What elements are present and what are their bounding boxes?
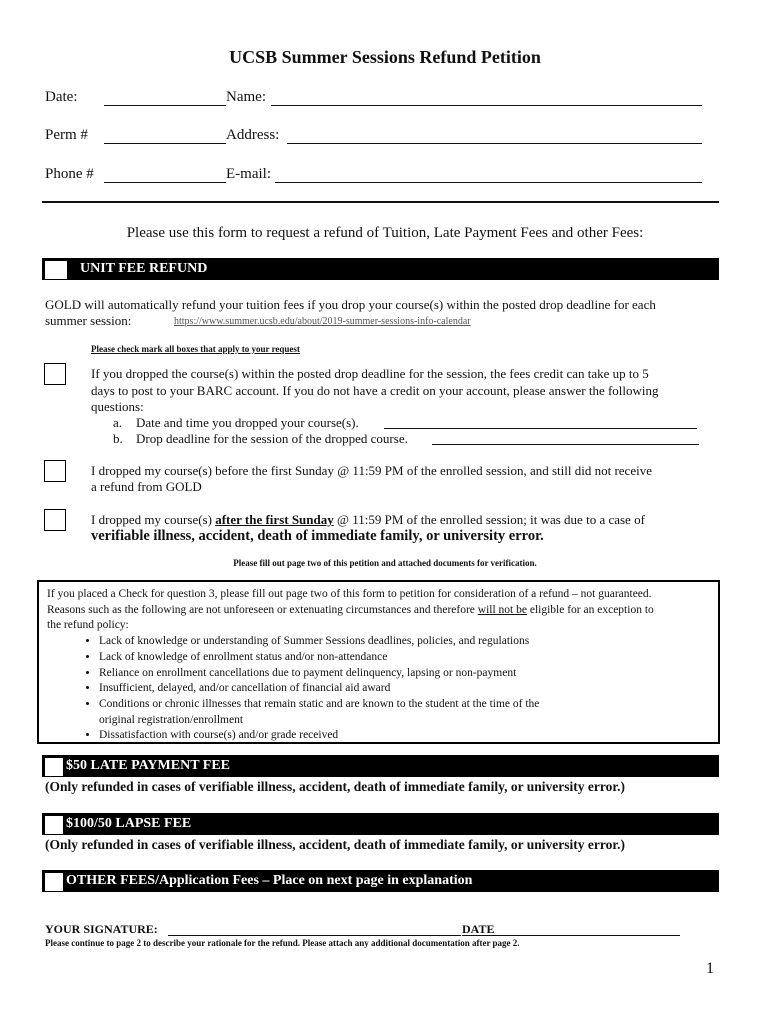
question-b-field[interactable] [432, 444, 699, 445]
other-fees-header-label: OTHER FEES/Application Fees – Place on next page in explanation [66, 873, 473, 888]
unit-fee-header-label: UNIT FEE REFUND [80, 261, 208, 276]
other-fees-header [42, 870, 719, 892]
perm-field[interactable] [104, 143, 226, 144]
signature-note: Please continue to page 2 to describe your rationale for the refund. Please attach any additional documentation after page 2. [45, 938, 520, 948]
question-a-label: a. [113, 415, 123, 430]
refund-policy-notice [37, 580, 720, 744]
question-b-label: b. [113, 431, 123, 446]
signature-date-label: DATE [462, 922, 495, 936]
page-number: 1 [706, 960, 714, 977]
list-item: • Reliance on enrollment cancellations due to payment delinquency, lapsing or non-payment [99, 666, 712, 682]
signature-date-field[interactable] [462, 935, 680, 936]
unit-fee-checkbox[interactable] [44, 260, 68, 280]
phone-field[interactable] [104, 182, 226, 183]
option-3-post: @ 11:59 PM of the enrolled session; it was due to a case of [333, 512, 645, 527]
late-fee-header-label: $50 LATE PAYMENT FEE [66, 758, 231, 773]
unit-fee-header [42, 258, 719, 280]
list-item: • Lack of knowledge or understanding of Summer Sessions deadlines, policies, and regulations [99, 634, 712, 650]
check-instruction: Please check mark all boxes that apply to your request [91, 344, 300, 354]
option-3-line-2: verifiable illness, accident, death of immediate family, or university error. [91, 528, 544, 544]
notice-line-3: the refund policy: [47, 619, 129, 632]
signature-field[interactable] [168, 935, 461, 936]
notice-line-2-pre: Reasons such as the following are not unforeseen or extenuating circumstances and therefore [47, 603, 478, 616]
unit-fee-text-2: summer session: [45, 313, 132, 328]
list-item: • Dissatisfaction with course(s) and/or grade received [99, 728, 712, 744]
date-label: Date: [45, 89, 78, 105]
signature-label: YOUR SIGNATURE: [45, 922, 158, 936]
calendar-link[interactable]: https://www.summer.ucsb.edu/about/2019-summer-sessions-info-calendar [174, 316, 471, 327]
email-field[interactable] [275, 182, 702, 183]
option-2-line-1: I dropped my course(s) before the first Sunday @ 11:59 PM of the enrolled session, and still did not receive [91, 463, 652, 478]
option-3-pre: I dropped my course(s) [91, 512, 216, 527]
option-3-checkbox[interactable] [44, 509, 66, 531]
option-1-line-3: questions: [91, 399, 144, 414]
notice-line-2-emphasis: will not be [477, 603, 527, 616]
perm-label: Perm # [45, 127, 88, 143]
lapse-fee-note: (Only refunded in cases of verifiable illness, accident, death of immediate family, or university error.) [45, 837, 625, 852]
list-item: • Insufficient, delayed, and/or cancellation of financial aid award [99, 681, 712, 697]
option-3-line-1 [91, 512, 645, 528]
late-fee-header [42, 755, 719, 777]
lapse-fee-header [42, 813, 719, 835]
option-2-checkbox[interactable] [44, 460, 66, 482]
unit-fee-text: GOLD will automatically refund your tuition fees if you drop your course(s) within the posted drop deadline for each [45, 297, 656, 312]
name-label: Name: [226, 89, 266, 105]
phone-label: Phone # [45, 166, 94, 182]
question-b: Drop deadline for the session of the dropped course. [136, 431, 408, 446]
other-fees-checkbox[interactable] [44, 872, 64, 892]
lapse-fee-header-label: $100/50 LAPSE FEE [66, 816, 192, 831]
option-1-line-2: days to post to your BARC account. If you do not have a credit on your account, please answer the following [91, 383, 659, 398]
option-2-line-2: a refund from GOLD [91, 479, 202, 494]
intro-text: Please use this form to request a refund of Tuition, Late Payment Fees and other Fees: [126, 225, 644, 241]
notice-line-2-post: eligible for an exception to [526, 603, 654, 616]
notice-line-2 [47, 603, 712, 619]
question-a-field[interactable] [384, 428, 697, 429]
option-1-line-1: If you dropped the course(s) within the posted drop deadline for the session, the fees credit can take up to 5 [91, 366, 649, 381]
notice-line-1: If you placed a Check for question 3, please fill out page two of this form to petition for consideration of a refund – not guaranteed. [47, 588, 652, 600]
lapse-fee-checkbox[interactable] [44, 815, 64, 835]
question-a: Date and time you dropped your course(s). [136, 415, 359, 430]
option-1-checkbox[interactable] [44, 363, 66, 385]
page-title: UCSB Summer Sessions Refund Petition [229, 47, 541, 67]
divider [42, 201, 719, 203]
option-3-emphasis: after the first Sunday [215, 512, 334, 527]
late-fee-checkbox[interactable] [44, 757, 64, 777]
list-item: • Conditions or chronic illnesses that remain static and are known to the student at the time of the original registration/enrollment [99, 697, 712, 728]
email-label: E-mail: [226, 166, 271, 182]
address-label: Address: [226, 127, 280, 143]
date-field[interactable] [104, 105, 226, 106]
list-item: • Lack of knowledge of enrollment status and/or non-attendance [99, 650, 712, 666]
name-field[interactable] [271, 105, 702, 106]
page-two-note: Please fill out page two of this petition and attached documents for verification. [233, 558, 537, 568]
late-fee-note: (Only refunded in cases of verifiable illness, accident, death of immediate family, or university error.) [45, 779, 625, 794]
address-field[interactable] [287, 143, 702, 144]
notice-bullets [47, 634, 712, 744]
